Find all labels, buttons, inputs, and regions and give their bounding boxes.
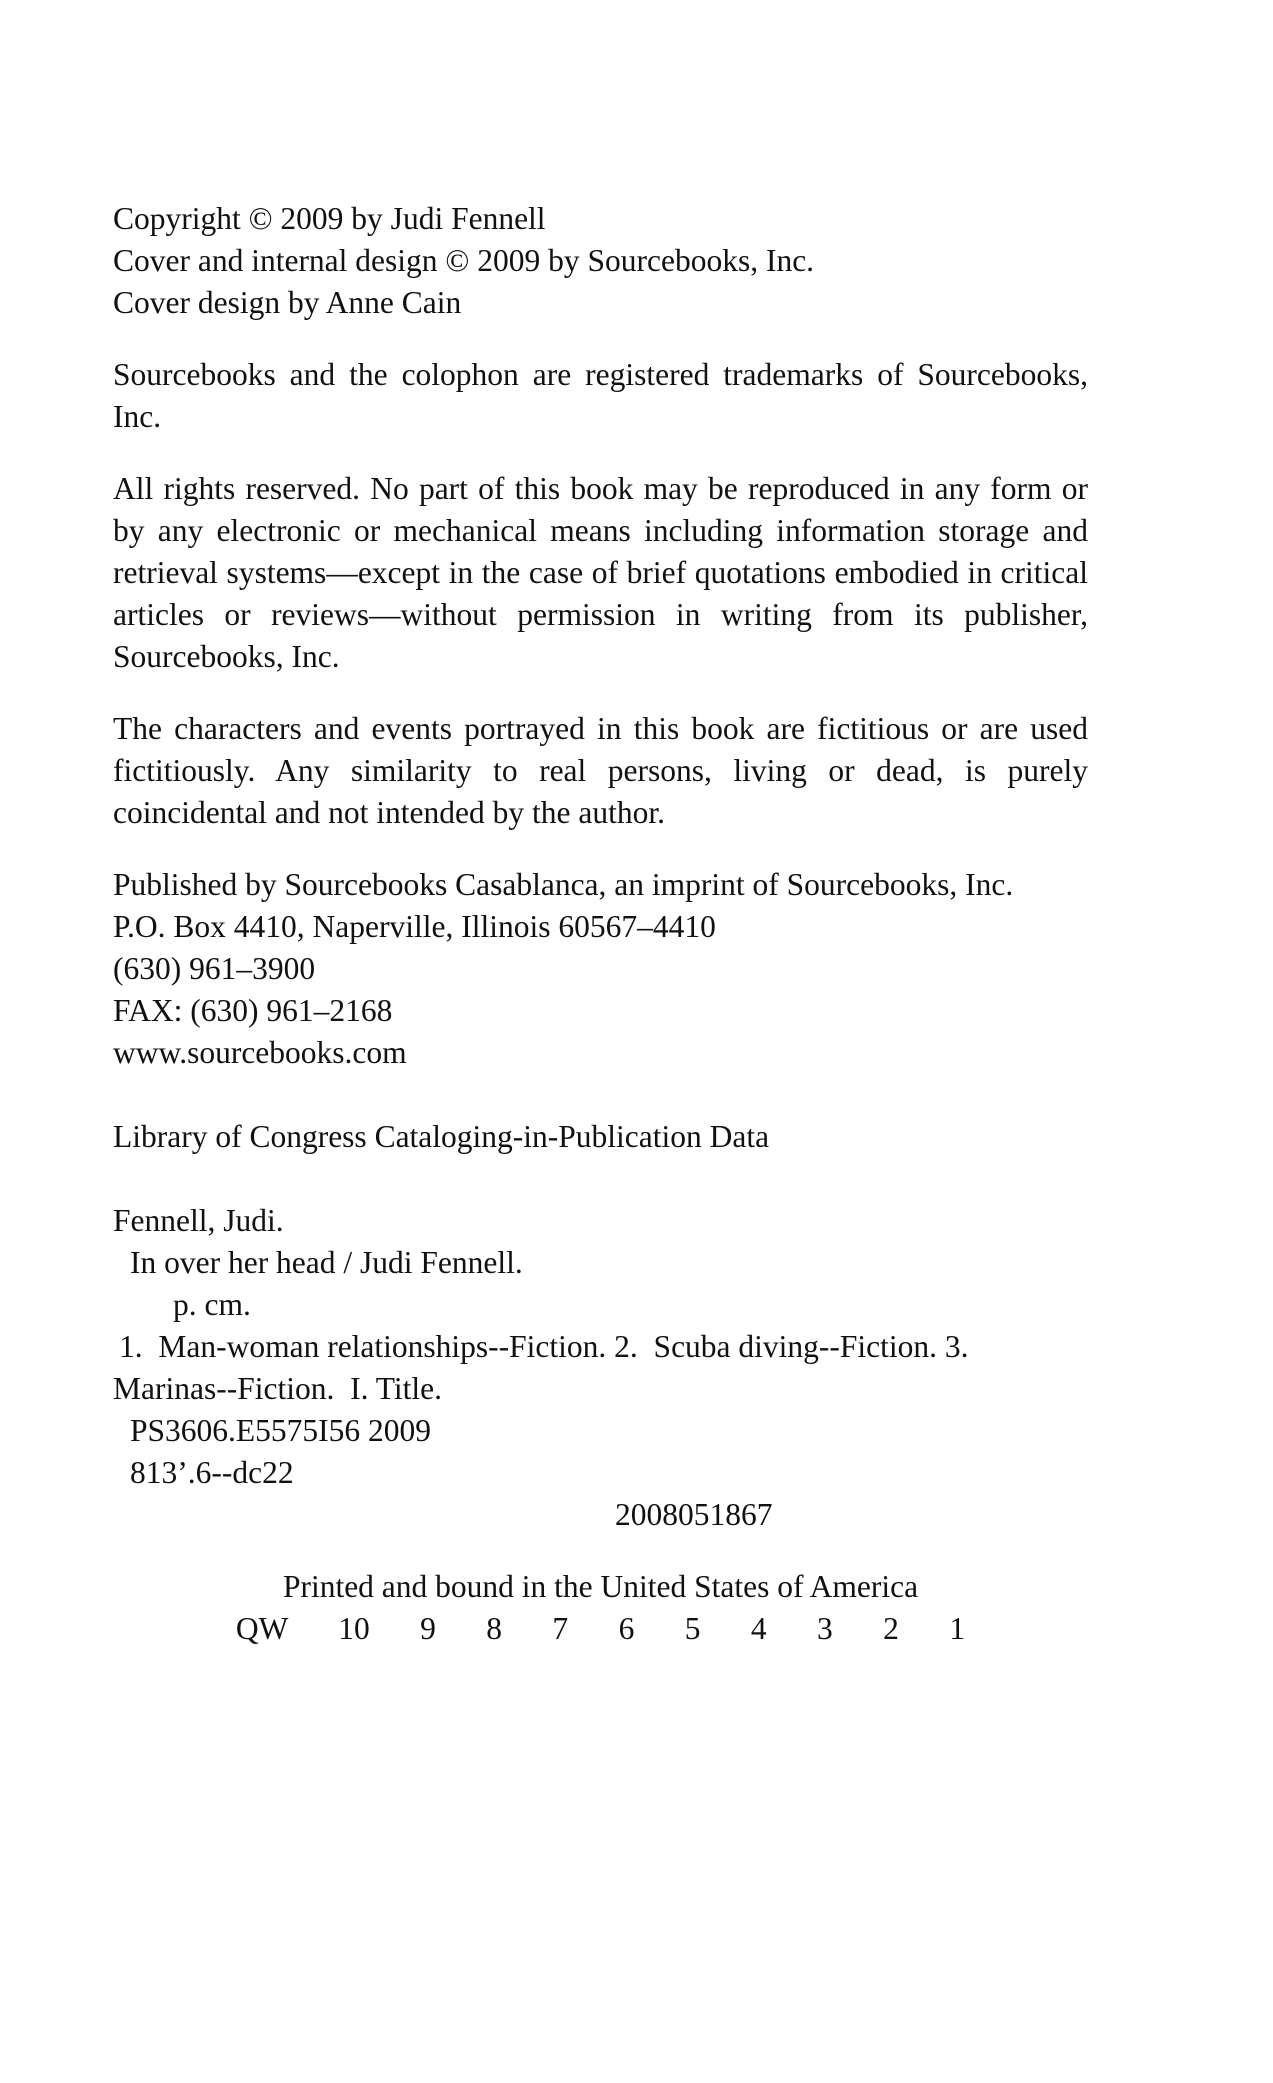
cip-pages: p. cm. [173,1287,251,1322]
publisher-fax: FAX: (630) 961–2168 [113,993,393,1028]
publisher-address: P.O. Box 4410, Naperville, Illinois 60567–4410 [113,909,716,944]
design-copyright-line: Cover and internal design © 2009 by Sourcebooks, Inc. [113,243,815,278]
publisher-website: www.sourcebooks.com [113,1035,407,1070]
cip-heading: Library of Congress Cataloging-in-Publication Data [113,1119,770,1154]
trademark-notice: Sourcebooks and the colophon are registered trademarks of Sourcebooks, Inc. [113,357,1088,434]
copyright-line: Copyright © 2009 by Judi Fennell [113,201,546,236]
copyright-page [113,198,1088,1650]
cip-lccn: 2008051867 [615,1497,773,1532]
cip-author: Fennell, Judi. [113,1203,284,1238]
cip-title: In over her head / Judi Fennell. [130,1245,523,1280]
printing-line: QW 10 9 8 7 6 5 4 3 2 1 [235,1611,966,1646]
cip-dewey: 813’.6--dc22 [130,1455,294,1490]
cip-call-number: PS3606.E5575I56 2009 [130,1413,432,1448]
publisher-line: Published by Sourcebooks Casablanca, an imprint of Sourcebooks, Inc. [113,867,1014,902]
cover-design-line: Cover design by Anne Cain [113,285,462,320]
fiction-notice: The characters and events portrayed in this book are fictitious or are used fictitiously. Any similarity to real persons, living or dead, is purely coincidental and not intended by the author. [113,711,1088,830]
cip-subjects-line1: 1. Man-woman relationships--Fiction. 2. Scuba diving--Fiction. 3. [119,1329,969,1364]
cip-subjects-line2: Marinas--Fiction. I. Title. [113,1371,442,1406]
printed-notice: Printed and bound in the United States of America [282,1569,919,1604]
publisher-phone: (630) 961–3900 [113,951,316,986]
rights-notice: All rights reserved. No part of this book may be reproduced in any form or by any electronic or mechanical means including information storage and retrieval systems—except in the case of brief quotations embodied in critical articles or reviews—without permission in writing from its publisher, Sourcebooks, Inc. [113,471,1088,674]
